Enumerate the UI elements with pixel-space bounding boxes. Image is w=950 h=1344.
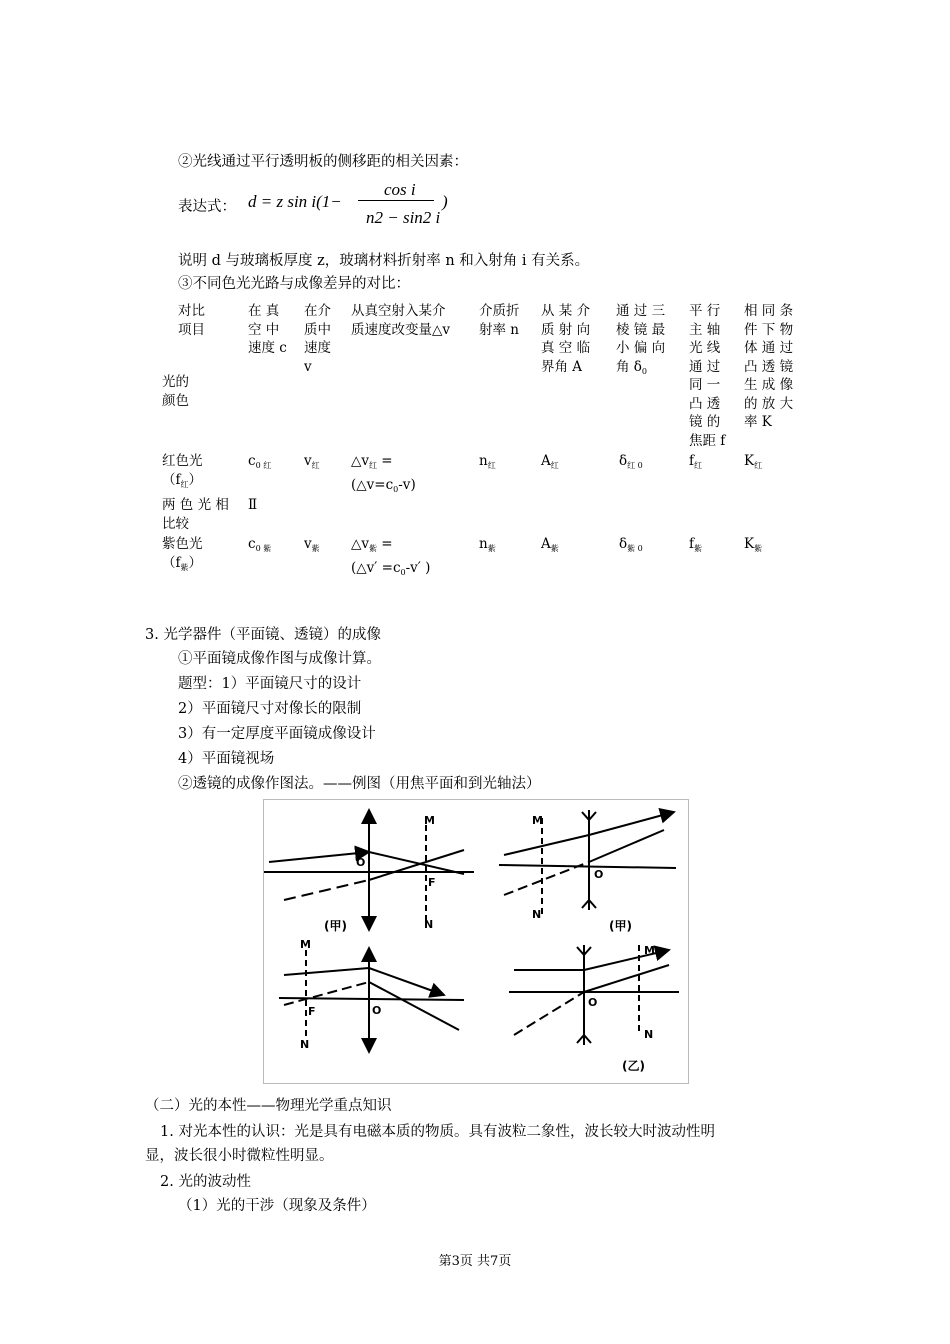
header-vacuum-speed: 在 真 空 中 速度 c	[248, 303, 287, 356]
ray-4b	[584, 950, 669, 970]
ray-3b	[369, 968, 444, 995]
label-m-4: M	[644, 944, 655, 957]
label-o-1: O	[356, 856, 366, 869]
red-focal-length: $f_红$	[689, 453, 702, 470]
ray-3c	[284, 982, 369, 1005]
violet-vacuum-speed: $c_{0 紫}$	[248, 536, 272, 553]
ray-2d	[589, 830, 664, 862]
ray-4d	[584, 965, 669, 992]
formula-numerator: cos i	[384, 180, 416, 199]
question-type-4: 4）平面镜视场	[178, 751, 275, 767]
label-jia-1: (甲)	[324, 919, 347, 933]
formula-lhs: d = z sin i(1−	[248, 192, 342, 211]
label-n-4: N	[644, 1028, 654, 1041]
row-red-label: 红色光 $(f_红)$	[162, 453, 203, 489]
violet-magnification: $K_紫$	[744, 536, 763, 553]
red-refractive-index: $n_红$	[479, 453, 496, 470]
lens-diagram-figure	[263, 799, 689, 1084]
label-m-1: M	[424, 814, 435, 827]
section3-title: 3. 光学器件（平面镜、透镜）的成像	[145, 627, 381, 643]
question-type-1: 题型：1）平面镜尺寸的设计	[178, 676, 362, 692]
header-focal-length: 平 行 主 轴 光 线 通 过 同 一 凸 透 镜 的 焦距 f	[689, 303, 726, 449]
ray-3a	[284, 968, 369, 975]
label-n-3: N	[300, 1038, 310, 1051]
axis-line-2	[499, 865, 676, 868]
section3-item1: ①平面镜成像作图与成像计算。	[178, 651, 381, 667]
formula-denominator: n2 − sin2 i	[366, 208, 441, 227]
header-medium-speed: 在介 质中 速度 v	[304, 303, 331, 375]
red-speed-change: $\triangle v_红$ = $(\triangle v=c_0-v)$	[351, 453, 416, 494]
section3-item2: ②透镜的成像作图法。——例图（用焦平面和到光轴法）	[178, 776, 541, 792]
red-medium-speed: $v_红$	[304, 453, 320, 470]
red-critical-angle: $A_红$	[541, 453, 559, 470]
ray-2a	[504, 835, 589, 855]
lens-diagram-svg	[264, 800, 688, 1083]
compare-mark: Ⅱ	[248, 497, 258, 513]
question-type-2: 2）平面镜尺寸对像长的限制	[178, 701, 362, 717]
label-o-3: O	[372, 1004, 382, 1017]
label-o-4: O	[588, 996, 598, 1009]
question-type-3: 3）有一定厚度平面镜成像设计	[178, 726, 376, 742]
page-footer: 第3页 共7页	[438, 1254, 512, 1269]
header-magnification: 相 同 条 件 下 物 体 通 过 凸 透 镜 生 成 像 的 放 大 率 K	[744, 303, 794, 430]
violet-focal-length: $f_紫$	[689, 536, 702, 553]
corner-top: 对比 项目	[178, 303, 205, 338]
item2-title: ②光线通过平行透明板的侧移距的相关因素：	[178, 154, 468, 170]
ray-4c	[514, 992, 584, 1035]
ray-1a	[269, 852, 369, 862]
light-nature-p1-cont: 显，波长很小时微粒性明显。	[145, 1148, 334, 1164]
fraction-bar	[358, 200, 434, 201]
label-n-2: N	[532, 908, 542, 921]
corner-bottom: 光的 颜色	[162, 374, 189, 409]
label-m-3: M	[300, 938, 311, 951]
red-deviation-angle: $\delta_{红 0}$	[619, 453, 643, 470]
light-nature-title: （二）光的本性——物理光学重点知识	[145, 1098, 392, 1114]
header-deviation-angle: 通 过 三 棱 镜 最 小 偏 向 角 $\delta_0$	[616, 303, 666, 376]
header-refractive-index: 介质折 射率 n	[479, 303, 520, 338]
light-interference-heading: （1）光的干涉（现象及条件）	[178, 1198, 376, 1214]
formula-close: )	[442, 192, 448, 211]
red-magnification: $K_红$	[744, 453, 763, 470]
ray-2c	[504, 862, 589, 895]
violet-speed-change: $\triangle v_紫$ = (△v′ $=c_0-v'$ )	[351, 536, 431, 577]
light-nature-p1: 1. 对光本性的认识：光是具有电磁本质的物质。具有波粒二象性，波长较大时波动性明	[160, 1124, 715, 1140]
formula-explanation: 说明 d 与玻璃板厚度 z，玻璃材料折射率 n 和入射角 i 有关系。	[178, 253, 590, 269]
header-speed-change: 从真空射入某介 质速度改变量△v	[351, 303, 451, 338]
ray-1c	[284, 880, 369, 900]
red-vacuum-speed: $c_{0 红}$	[248, 453, 272, 470]
violet-critical-angle: $A_紫$	[541, 536, 559, 553]
item3-title: ③不同色光光路与成像差异的对比：	[178, 276, 410, 292]
header-critical-angle: 从 某 介 质 射 向 真 空 临 界角 A	[541, 303, 591, 375]
row-compare-label: 两 色 光 相 比较	[162, 497, 229, 532]
violet-deviation-angle: $\delta_{紫 0}$	[619, 536, 643, 553]
ray-3d	[369, 982, 459, 1030]
label-f-3: F	[308, 1005, 316, 1018]
row-violet-label: 紫色光 $(f_紫)$	[162, 536, 203, 572]
label-jia-2: (甲)	[609, 919, 632, 933]
light-wave-heading: 2. 光的波动性	[160, 1174, 251, 1190]
label-m-2: M	[532, 814, 543, 827]
label-n-1: N	[424, 918, 434, 931]
violet-medium-speed: $v_紫$	[304, 536, 320, 553]
violet-refractive-index: $n_紫$	[479, 536, 496, 553]
formula-label: 表达式：	[178, 199, 236, 215]
label-o-2: O	[594, 868, 604, 881]
label-yi: (乙)	[622, 1059, 645, 1073]
label-f-1: F	[428, 876, 436, 889]
